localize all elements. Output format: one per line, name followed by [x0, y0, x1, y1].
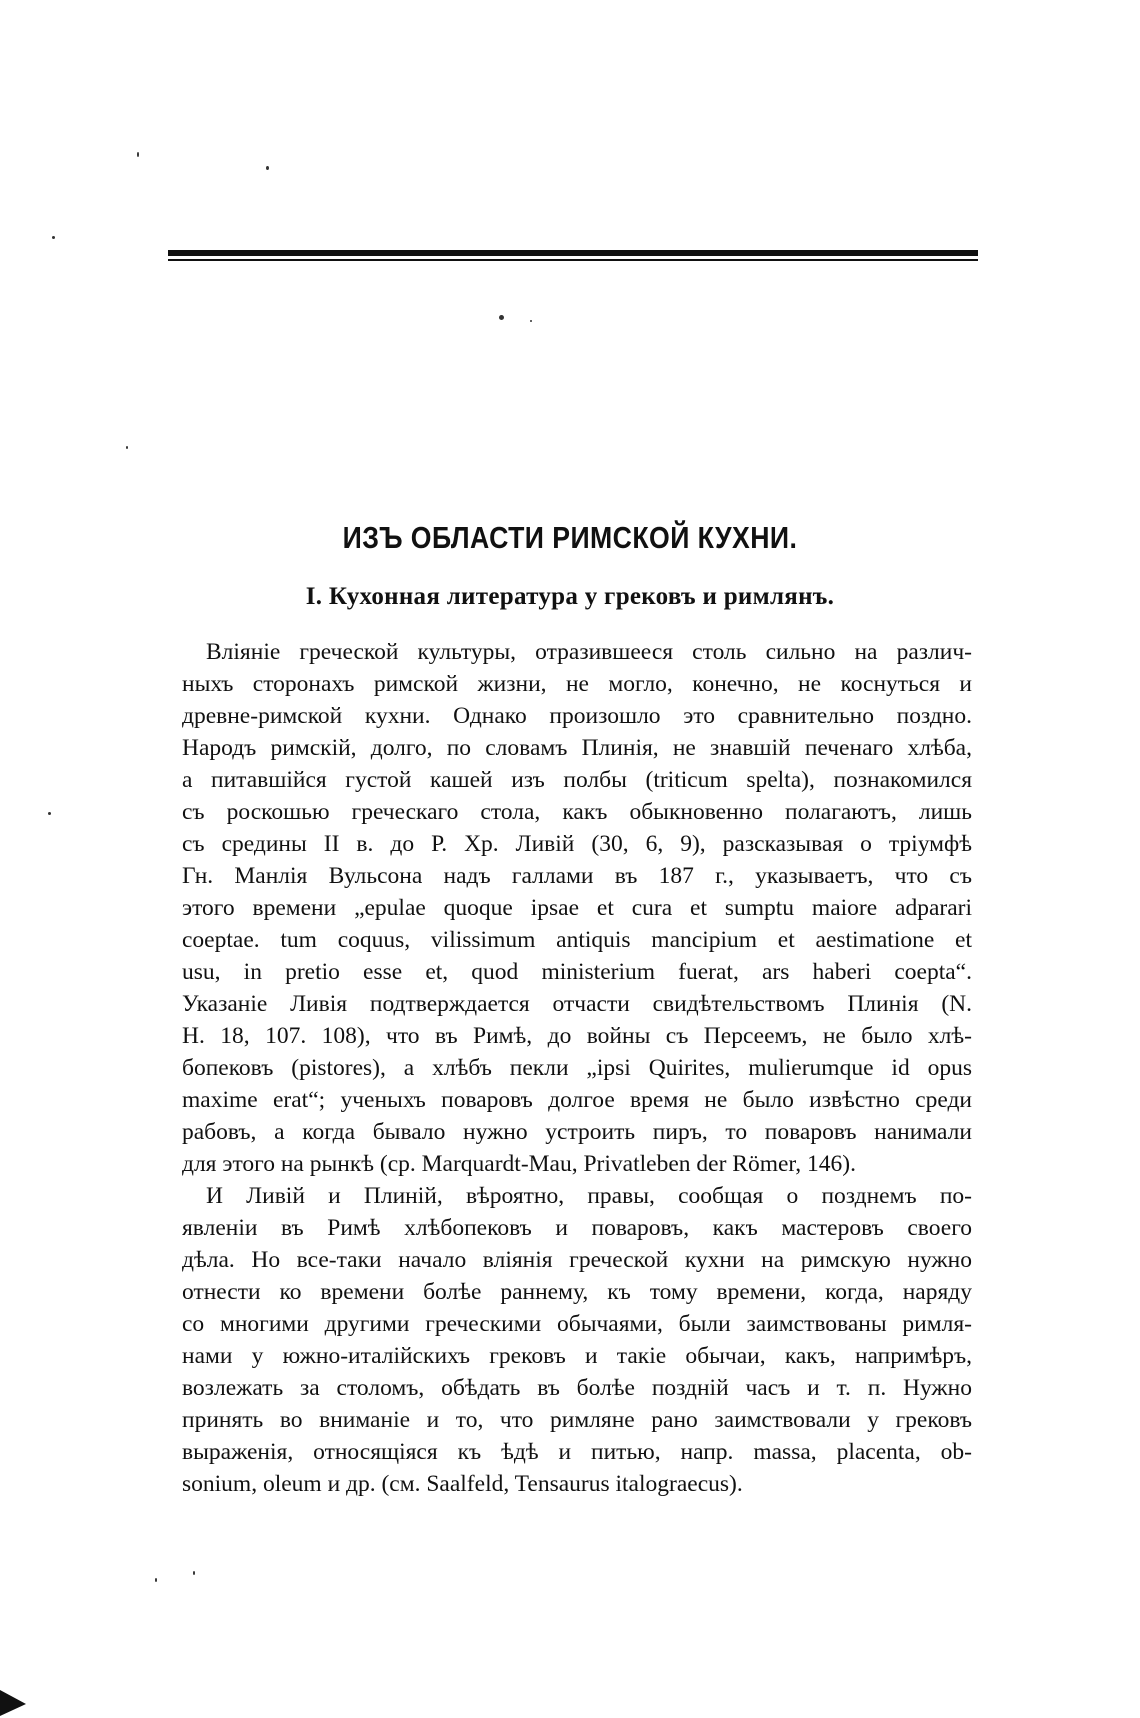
- text-line: usu, in pretio esse et, quod ministerium fuerat, ars haberi coepta“.: [182, 959, 972, 985]
- print-speck: [52, 236, 55, 239]
- text-line: возлежать за столомъ, обѣдать въ болѣе поздній часъ и т. п. Нужно: [182, 1375, 972, 1401]
- print-speck: [137, 152, 139, 157]
- print-speck: [155, 1578, 157, 1582]
- text-line: maxime erat“; ученыхъ поваровъ долгое время не было извѣстно среди: [182, 1087, 972, 1113]
- print-speck: [193, 1571, 195, 1575]
- article-body: [182, 636, 972, 1500]
- text-line: бопековъ (pistores), а хлѣбъ пекли „ipsi Quirites, mulierumque id opus: [182, 1055, 972, 1081]
- text-line: съ средины II в. до Р. Хр. Ливій (30, 6, 9), разсказывая о тріумфѣ: [182, 831, 972, 857]
- text-line: Гн. Манлія Вульсона надъ галлами въ 187 г., указываетъ, что съ: [182, 863, 972, 889]
- text-line: дѣла. Но все-таки начало вліянія греческой кухни на римскую нужно: [182, 1247, 972, 1273]
- section-heading: I. Кухонная литература у грековъ и римлянъ.: [305, 583, 835, 610]
- text-line: отнести ко времени болѣе раннему, къ тому времени, когда, наряду: [182, 1279, 972, 1305]
- text-line: И Ливій и Плиній, вѣроятно, правы, сообщая о позднемъ по-: [206, 1183, 972, 1209]
- text-line: Указаніе Ливія подтверждается отчасти свидѣтельствомъ Плинія (N.: [182, 991, 972, 1017]
- text-line: Народъ римскій, долго, по словамъ Плинія, не знавшій печенаго хлѣба,: [182, 735, 972, 761]
- print-speck: [530, 320, 532, 322]
- print-speck: [48, 812, 51, 815]
- text-line: съ роскошью греческаго стола, какъ обыкновенно полагаютъ, лишь: [182, 799, 972, 825]
- text-line: coeptae. tum coquus, vilissimum antiquis mancipium et aestimatione et: [182, 927, 972, 953]
- scan-corner-mark: [0, 1690, 26, 1716]
- text-line: Вліяніе греческой культуры, отразившееся столь сильно на различ-: [206, 639, 972, 665]
- text-line: рабовъ, а когда бывало нужно устроить пиръ, то поваровъ нанимали: [182, 1119, 972, 1145]
- print-speck: [499, 315, 504, 320]
- text-line: древне-римской кухни. Однако произошло это сравнительно поздно.: [182, 703, 972, 729]
- text-line: принять во вниманіе и то, что римляне рано заимствовали у грековъ: [182, 1407, 972, 1433]
- text-line: этого времени „epulae quoque ipsae et cura et sumptu maiore adparari: [182, 895, 972, 921]
- text-line: а питавшійся густой кашей изъ полбы (triticum spelta), познакомился: [182, 767, 972, 793]
- text-line: sonium, oleum и др. (см. Saalfeld, Tensaurus italograecus).: [182, 1471, 743, 1497]
- text-line: со многими другими греческими обычаями, были заимствованы римля-: [182, 1311, 972, 1337]
- text-line: ныхъ сторонахъ римской жизни, не могло, конечно, не коснуться и: [182, 671, 972, 697]
- header-rule-thin: [168, 259, 978, 261]
- text-line: явленіи въ Римѣ хлѣбопековъ и поваровъ, какъ мастеровъ своего: [182, 1215, 972, 1241]
- article-title: ИЗЪ ОБЛАСТИ РИМСКОЙ КУХНИ.: [342, 520, 798, 555]
- print-speck: [266, 166, 269, 170]
- header-rule-thick: [168, 250, 978, 256]
- print-speck: [126, 446, 128, 449]
- text-line: H. 18, 107. 108), что въ Римѣ, до войны съ Персеемъ, не было хлѣ-: [182, 1023, 972, 1049]
- text-line: нами у южно-италійскихъ грековъ и такіе обычаи, какъ, напримѣръ,: [182, 1343, 972, 1369]
- text-line: для этого на рынкѣ (ср. Marquardt-Mau, Privatleben der Römer, 146).: [182, 1151, 856, 1177]
- text-line: выраженія, относящіяся къ ѣдѣ и питью, напр. massa, placenta, ob-: [182, 1439, 972, 1465]
